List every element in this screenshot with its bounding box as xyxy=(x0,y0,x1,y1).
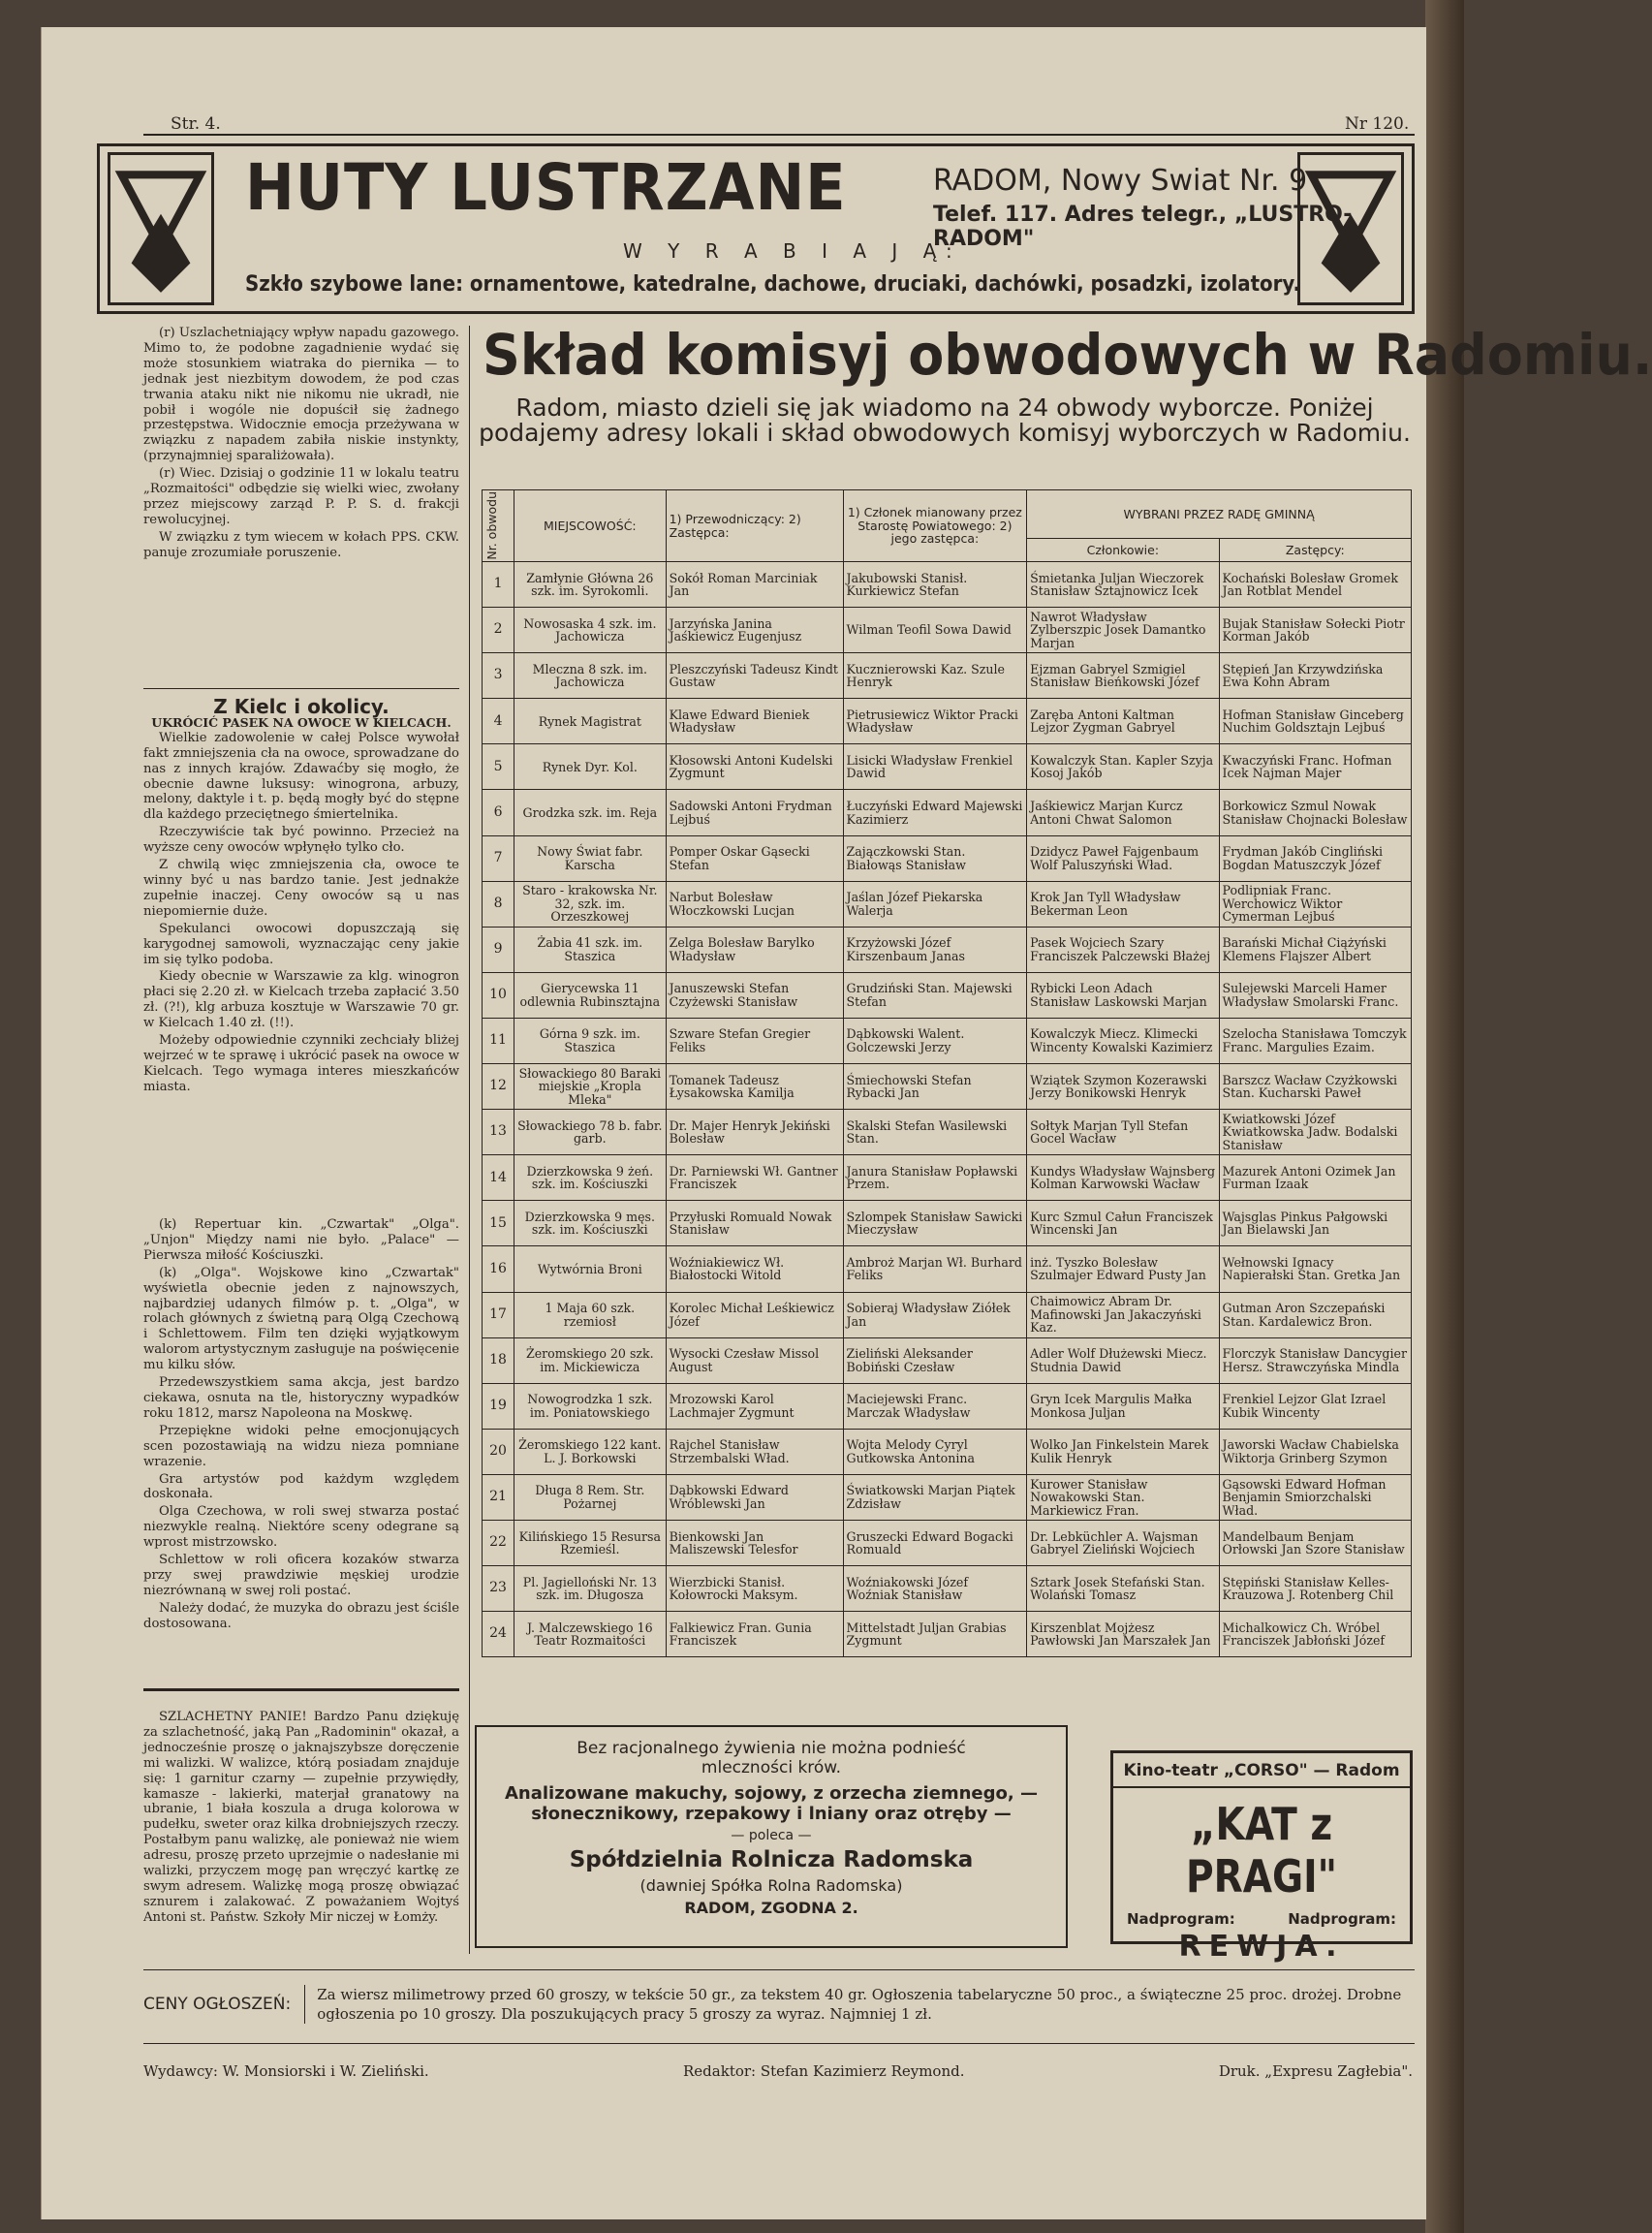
notice-section xyxy=(143,1710,459,1928)
row-location: Staro - krakowska Nr. 32, szk. im. Orzeszkowej xyxy=(514,881,667,927)
row-chair: Narbut Bolesław Włoczkowski Lucjan xyxy=(666,881,843,927)
table-row xyxy=(483,1612,1412,1657)
row-location: Rynek Dyr. Kol. xyxy=(514,744,667,790)
table-row xyxy=(483,1064,1412,1110)
ad-company: Spółdzielnia Rolnicza Radomska xyxy=(569,1847,974,1872)
row-chair: Wierzbicki Stanisł. Kołowrocki Maksym. xyxy=(666,1566,843,1612)
row-deputies: Borkowicz Szmul Nowak Stanisław Chojnacki Bolesław xyxy=(1219,790,1411,835)
row-number: 12 xyxy=(483,1064,514,1110)
row-deputies: Bujak Stanisław Sołecki Piotr Korman Jakób xyxy=(1219,608,1411,653)
row-chair: Kłosowski Antoni Kudelski Zygmunt xyxy=(666,744,843,790)
table-row xyxy=(483,927,1412,972)
cinema-ad xyxy=(1110,1750,1413,1964)
row-deputies: Kochański Bolesław Gromek Jan Rotblat Mendel xyxy=(1219,562,1411,608)
column-header-member: 1) Członek mianowany przez Starostę Powiatowego: 2) jego zastępca: xyxy=(843,490,1027,562)
row-member: Wilman Teofil Sowa Dawid xyxy=(843,608,1027,653)
row-deputies: Frydman Jakób Cingliński Bogdan Matuszczyk Józef xyxy=(1219,835,1411,881)
row-member: Krzyżowski Józef Kirszenbaum Janas xyxy=(843,927,1027,972)
row-number: 6 xyxy=(483,790,514,835)
row-location: Wytwórnia Broni xyxy=(514,1246,667,1292)
row-number: 11 xyxy=(483,1018,514,1063)
row-deputies: Mazurek Antoni Ozimek Jan Furman Izaak xyxy=(1219,1155,1411,1201)
row-location: Rynek Magistrat xyxy=(514,699,667,744)
footer xyxy=(143,2062,1413,2080)
row-chair: Dr. Parniewski Wł. Gantner Franciszek xyxy=(666,1155,843,1201)
table-row xyxy=(483,881,1412,927)
row-chair: Tomanek Tadeusz Łysakowska Kamilja xyxy=(666,1064,843,1110)
ad-line: Analizowane makuchy, sojowy, z orzecha ziemnego, — słonecznikowy, rzepakowy i lniany oraz otręby — xyxy=(505,1783,1038,1824)
row-location: Pl. Jagielloński Nr. 13 szk. im. Długosza xyxy=(514,1566,667,1612)
prices-rule xyxy=(143,1969,1415,1970)
column-header-deputies: Zastępcy: xyxy=(1219,539,1411,562)
row-chair: Sadowski Antoni Frydman Lejbuś xyxy=(666,790,843,835)
row-location: Słowackiego 78 b. fabr. garb. xyxy=(514,1110,667,1155)
row-members: Kurower Stanisław Nowakowski Stan. Markiewicz Fran. xyxy=(1027,1474,1219,1520)
ad-produces: W Y R A B I A J Ą: xyxy=(623,239,962,263)
article-paragraph: Rzeczywiście tak być powinno. Przecież na wyższe ceny owoców wpłynęło tylko cło. xyxy=(143,825,459,856)
film-title: „KAT z PRAGI" xyxy=(1185,1798,1338,1903)
row-deputies: Jaworski Wacław Chabielska Wiktorja Grinberg Szymon xyxy=(1219,1429,1411,1474)
row-number: 7 xyxy=(483,835,514,881)
row-chair: Bienkowski Jan Maliszewski Telesfor xyxy=(666,1520,843,1565)
row-location: Gierycewska 11 odlewnia Rubinsztajna xyxy=(514,972,667,1018)
row-chair: Pleszczyński Tadeusz Kindt Gustaw xyxy=(666,653,843,699)
row-deputies: Kwiatkowski Józef Kwiatkowska Jadw. Bodalski Stanisław xyxy=(1219,1110,1411,1155)
program-label: Nadprogram: xyxy=(1288,1910,1396,1928)
glassworks-ad xyxy=(97,143,1415,314)
row-number: 3 xyxy=(483,653,514,699)
table-row xyxy=(483,1474,1412,1520)
row-number: 23 xyxy=(483,1566,514,1612)
table-row xyxy=(483,1566,1412,1612)
row-location: Żabia 41 szk. im. Staszica xyxy=(514,927,667,972)
row-location: Żeromskiego 122 kant. L. J. Borkowski xyxy=(514,1429,667,1474)
row-chair: Dr. Majer Henryk Jekiński Bolesław xyxy=(666,1110,843,1155)
row-member: Wojta Melody Cyryl Gutkowska Antonina xyxy=(843,1429,1027,1474)
row-member: Zajączkowski Stan. Białowąs Stanisław xyxy=(843,835,1027,881)
row-number: 16 xyxy=(483,1246,514,1292)
ad-line: — poleca — xyxy=(731,1828,812,1843)
footer-rule xyxy=(143,2043,1415,2044)
table-row xyxy=(483,835,1412,881)
article-gas: (r) Uszlachetniający wpływ napadu gazowego. Mimo to, że podobne zagadnienie wydać się może stosunkiem wiatraka do piernika — to jednak jest niezbitym dowodem, że pod czas trwania ataku nikt nie nikomu nie ukradł, nie pobił i wogóle nie dopuścił się żadnego przestępstwa. Widocznie emocja przeżywana w związku z napadem zabiła niskie instynkty, (przynajmniej sparaliżowała). xyxy=(143,326,459,464)
row-member: Śmiechowski Stefan Rybacki Jan xyxy=(843,1064,1027,1110)
section-title: Z Kielc i okolicy. xyxy=(213,695,390,718)
footer-editor: Redaktor: Stefan Kazimierz Reymond. xyxy=(683,2062,965,2080)
article-paragraph: Spekulanci owocowi dopuszczają się karygodnej samowoli, wyznaczając ceny jakie im się tylko podoba. xyxy=(143,921,459,967)
program-label: Nadprogram: xyxy=(1127,1910,1235,1928)
row-member: Jaślan Józef Piekarska Walerja xyxy=(843,881,1027,927)
row-members: Rybicki Leon Adach Stanisław Laskowski Marjan xyxy=(1027,972,1219,1018)
row-deputies: Stępień Jan Krzywdzińska Ewa Kohn Abram xyxy=(1219,653,1411,699)
row-members: Dr. Lebküchler A. Wajsman Gabryel Zieliński Wojciech xyxy=(1027,1520,1219,1565)
row-chair: Falkiewicz Fran. Gunia Franciszek xyxy=(666,1612,843,1657)
row-members: inż. Tyszko Bolesław Szulmajer Edward Pusty Jan xyxy=(1027,1246,1219,1292)
page-subtitle: Radom, miasto dzieli się jak wiadomo na 24 obwody wyborcze. Poniżej podajemy adresy lokali i skład obwodowych komisyj wyborczych w Radomiu. xyxy=(479,393,1411,447)
ad-products: Szkło szybowe lane: ornamentowe, katedralne, dachowe, druciaki, dachówki, posadzki, izolatory. xyxy=(245,272,1301,297)
page-number: Str. 4. xyxy=(171,114,221,134)
row-deputies: Barszcz Wacław Czyżkowski Stan. Kucharski Paweł xyxy=(1219,1064,1411,1110)
row-number: 9 xyxy=(483,927,514,972)
article-pps: W związku z tym wiecem w kołach PPS. CKW. panuje zrozumiałe poruszenie. xyxy=(143,529,459,560)
row-members: Kundys Władysław Wajnsberg Kolman Karwowski Wacław xyxy=(1027,1155,1219,1201)
row-members: Krok Jan Tyll Władysław Bekerman Leon xyxy=(1027,881,1219,927)
article-paragraph: Z chwilą więc zmniejszenia cła, owoce te winny być u nas bardzo tanie. Jest jednakże zupełnie inaczej. Ceny owoców są u nas niepomiernie duże. xyxy=(143,858,459,919)
row-members: Kowalczyk Stan. Kapler Szyja Kosoj Jakób xyxy=(1027,744,1219,790)
ad-line: (dawniej Spółka Rolna Radomska) xyxy=(639,1876,903,1895)
row-number: 18 xyxy=(483,1337,514,1383)
row-number: 20 xyxy=(483,1429,514,1474)
row-members: Wziątek Szymon Kozerawski Jerzy Bonikowski Henryk xyxy=(1027,1064,1219,1110)
row-number: 15 xyxy=(483,1201,514,1246)
cooperative-ad xyxy=(475,1725,1068,1948)
kielce-section xyxy=(143,695,459,1097)
row-member: Gruszecki Edward Bogacki Romuald xyxy=(843,1520,1027,1565)
row-chair: Klawe Edward Bieniek Władysław xyxy=(666,699,843,744)
cinema-paragraph: Należy dodać, że muzyka do obrazu jest ściśle dostosowana. xyxy=(143,1600,459,1631)
table-row xyxy=(483,1155,1412,1201)
row-member: Maciejewski Franc. Marczak Władysław xyxy=(843,1383,1027,1429)
table-row xyxy=(483,1110,1412,1155)
column-header-nr: Nr. obwodu xyxy=(483,490,514,562)
column-header-location: MIEJSCOWOŚĆ: xyxy=(514,490,667,562)
table-row xyxy=(483,1337,1412,1383)
table-row xyxy=(483,972,1412,1018)
row-location: Górna 9 szk. im. Staszica xyxy=(514,1018,667,1063)
column-header-members: Członkowie: xyxy=(1027,539,1219,562)
row-location: Dzierzkowska 9 żeń. szk. im. Kościuszki xyxy=(514,1155,667,1201)
ad-line: Bez racjonalnego żywienia nie można podnieść mleczności krów. xyxy=(577,1739,966,1777)
row-location: Nowy Świat fabr. Karscha xyxy=(514,835,667,881)
row-members: Śmietanka Juljan Wieczorek Stanisław Sztajnowicz Icek xyxy=(1027,562,1219,608)
row-deputies: Florczyk Stanisław Dancygier Hersz. Strawczyńska Mindla xyxy=(1219,1337,1411,1383)
row-deputies: Hofman Stanisław Ginceberg Nuchim Goldsztajn Lejbuś xyxy=(1219,699,1411,744)
row-number: 19 xyxy=(483,1383,514,1429)
row-members: Sołtyk Marjan Tyll Stefan Gocel Wacław xyxy=(1027,1110,1219,1155)
row-number: 13 xyxy=(483,1110,514,1155)
row-members: Kirszenblat Mojżesz Pawłowski Jan Marszałek Jan xyxy=(1027,1612,1219,1657)
row-number: 10 xyxy=(483,972,514,1018)
column-rule xyxy=(143,1688,459,1691)
table-row xyxy=(483,790,1412,835)
prices-label: CENY OGŁOSZEŃ: xyxy=(143,1995,292,2014)
ad-prices xyxy=(143,1985,1413,2024)
row-member: Pietrusiewicz Wiktor Pracki Władysław xyxy=(843,699,1027,744)
row-location: Długa 8 Rem. Str. Pożarnej xyxy=(514,1474,667,1520)
row-chair: Zelga Bolesław Barylko Władysław xyxy=(666,927,843,972)
ad-address: RADOM, Nowy Swiat Nr. 9 xyxy=(933,164,1308,198)
table-row xyxy=(483,744,1412,790)
glassworks-logo-icon xyxy=(108,152,214,305)
table-row xyxy=(483,1018,1412,1063)
article-paragraph: Kiedy obecnie w Warszawie za klg. winogron płaci się 2.20 zł. w Kielcach trzeba zapłacić 3.50 zł. (?!), klg arbuza kosztuje w Warszawie 70 gr. w Kielcach 1.40 zł. (!!). xyxy=(143,969,459,1031)
row-members: Gryn Icek Margulis Małka Monkosa Juljan xyxy=(1027,1383,1219,1429)
row-member: Grudziński Stan. Majewski Stefan xyxy=(843,972,1027,1018)
footer-printer: Druk. „Expresu Zagłebia". xyxy=(1218,2062,1413,2080)
row-deputies: Frenkiel Lejzor Glat Izrael Kubik Wincenty xyxy=(1219,1383,1411,1429)
row-member: Zieliński Aleksander Bobiński Czesław xyxy=(843,1337,1027,1383)
column-divider xyxy=(469,326,470,1954)
row-chair: Sokół Roman Marciniak Jan xyxy=(666,562,843,608)
row-member: Ambroż Marjan Wł. Burhard Feliks xyxy=(843,1246,1027,1292)
cinema-paragraph: Przedewszystkiem sama akcja, jest bardzo ciekawa, osnuta na tle, historyczny wypadków roku 1812, marsz Napoleona na Moskwę. xyxy=(143,1375,459,1421)
table-row xyxy=(483,1429,1412,1474)
row-members: Kowalczyk Miecz. Klimecki Wincenty Kowalski Kazimierz xyxy=(1027,1018,1219,1063)
row-member: Światkowski Marjan Piątek Zdzisław xyxy=(843,1474,1027,1520)
row-member: Lisicki Władysław Frenkiel Dawid xyxy=(843,744,1027,790)
row-deputies: Gutman Aron Szczepański Stan. Kardalewicz Bron. xyxy=(1219,1292,1411,1337)
footer-publisher: Wydawcy: W. Monsiorski i W. Zieliński. xyxy=(143,2062,429,2080)
row-location: Mleczna 8 szk. im. Jachowicza xyxy=(514,653,667,699)
cinema-paragraph: Schlettow w roli oficera kozaków stwarza przy swej prawdziwie męskiej urodzie niezrównaną w swej roli postać. xyxy=(143,1553,459,1598)
left-column-top xyxy=(143,326,459,563)
row-number: 5 xyxy=(483,744,514,790)
row-members: Chaimowicz Abram Dr. Mafinowski Jan Jakaczyński Kaz. xyxy=(1027,1292,1219,1337)
row-number: 17 xyxy=(483,1292,514,1337)
row-chair: Rajchel Stanisław Strzembalski Wład. xyxy=(666,1429,843,1474)
ad-title: HUTY LUSTRZANE xyxy=(245,150,847,225)
commissions-table xyxy=(482,489,1412,1657)
row-chair: Przyłuski Romuald Nowak Stanisław xyxy=(666,1201,843,1246)
row-chair: Pomper Oskar Gąsecki Stefan xyxy=(666,835,843,881)
row-members: Adler Wolf Dłużewski Miecz. Studnia Dawid xyxy=(1027,1337,1219,1383)
row-number: 1 xyxy=(483,562,514,608)
row-members: Ejzman Gabryel Szmigiel Stanisław Bieńkowski Józef xyxy=(1027,653,1219,699)
row-number: 8 xyxy=(483,881,514,927)
notice-paragraph: SZLACHETNY PANIE! Bardzo Panu dziękuję za szlachetność, jaką Pan „Radominin" okazał, a jednocześnie proszę o jaknajszybsze doręczenie mi walizki. W walizce, którą posiadam znajduje się: 1 garnitur czarny — zupełnie przywiędły, kamasze - lakierki, materjał granatowy na ubranie, 1 biała koszula a druga kolorowa w pudełku, sweter oraz kilka drobniejszych rzeczy. Postałbym panu walizkę, ale ponieważ nie wiem adresu, proszę przeto uprzejmie o nadesłanie mi walizki, przyczem mogę pan wręczyć kartkę ze swym adresem. Walizkę mogą proszę obwiązać sznurem i zalakować. Z poważaniem Wojtyś Antoni st. Państw. Szkoły Mir niczej w Łomży. xyxy=(143,1710,459,1925)
column-header-council: WYBRANI PRZEZ RADĘ GMINNĄ xyxy=(1027,490,1412,539)
ad-address: RADOM, ZGODNA 2. xyxy=(684,1899,858,1917)
revue-label: REWJA. xyxy=(1178,1930,1345,1964)
row-members: Nawrot Władysław Zylberszpic Josek Damantko Marjan xyxy=(1027,608,1219,653)
row-member: Kucznierowski Kaz. Szule Henryk xyxy=(843,653,1027,699)
row-members: Pasek Wojciech Szary Franciszek Palczewski Błażej xyxy=(1027,927,1219,972)
prices-text: Za wiersz milimetrowy przed 60 groszy, w tekście 50 gr., za tekstem 40 gr. Ogłoszenia tabelaryczne 50 proc., a świąteczne 25 proc. drożej. Drobne ogłoszenia po 10 groszy. Dla poszukujących pracy 5 groszy za wyraz. Najmniej 1 zł. xyxy=(304,1985,1413,2024)
article-paragraph: Wielkie zadowolenie w całej Polsce wywołał fakt zmniejszenia cła na owoce, sprowadzane do nas z innych krajów. Zdawaćby się mogło, że obecnie dawne luksusy: winogrona, arbuzy, melony, daktyle i t. p. będą mogły być do stępne dla każdego przeciętnego śmiertelnika. xyxy=(143,730,459,823)
row-number: 4 xyxy=(483,699,514,744)
article-heading: UKRÓCIĆ PASEK NA OWOCE W KIELCACH. xyxy=(151,714,452,730)
row-chair: Dąbkowski Edward Wróblewski Jan xyxy=(666,1474,843,1520)
row-location: Nowosaska 4 szk. im. Jachowicza xyxy=(514,608,667,653)
row-number: 24 xyxy=(483,1612,514,1657)
ad-telegraph: Telef. 117. Adres telegr., „LUSTRO-RADOM" xyxy=(933,203,1353,251)
row-member: Łuczyński Edward Majewski Kazimierz xyxy=(843,790,1027,835)
row-chair: Woźniakiewicz Wł. Białostocki Witold xyxy=(666,1246,843,1292)
row-deputies: Podlipniak Franc. Werchowicz Wiktor Cymerman Lejbuś xyxy=(1219,881,1411,927)
row-number: 14 xyxy=(483,1155,514,1201)
row-chair: Januszewski Stefan Czyżewski Stanisław xyxy=(666,972,843,1018)
page-title: Skład komisyj obwodowych w Radomiu. xyxy=(483,322,1652,388)
table-row xyxy=(483,1201,1412,1246)
cinema-paragraph: Olga Czechowa, w roli swej stwarza postać niezwykle realną. Niektóre sceny odegrane są wprost mistrzowsko. xyxy=(143,1504,459,1551)
cinema-paragraph: Przepiękne widoki pełne emocjonujących scen pozostawiają na widzu nieza pomniane wrazenie. xyxy=(143,1423,459,1469)
row-deputies: Szelocha Stanisława Tomczyk Franc. Margulies Ezaim. xyxy=(1219,1018,1411,1063)
row-location: Grodzka szk. im. Reja xyxy=(514,790,667,835)
row-chair: Mrozowski Karol Lachmajer Zygmunt xyxy=(666,1383,843,1429)
table-row xyxy=(483,1292,1412,1337)
table-row xyxy=(483,1520,1412,1565)
row-deputies: Mandelbaum Benjam Orłowski Jan Szore Stanisław xyxy=(1219,1520,1411,1565)
row-deputies: Gąsowski Edward Hofman Benjamin Smiorzchalski Wład. xyxy=(1219,1474,1411,1520)
issue-number: Nr 120. xyxy=(1345,114,1410,134)
row-location: J. Malczewskiego 16 Teatr Rozmaitości xyxy=(514,1612,667,1657)
article-paragraph: Możeby odpowiednie czynniki zechciały bliżej wejrzeć w te sprawę i ukrócić pasek na owoce w Kielcach. Tego wymaga interes mieszkańców miasta. xyxy=(143,1033,459,1094)
table-row xyxy=(483,1246,1412,1292)
row-member: Jakubowski Stanisł. Kurkiewicz Stefan xyxy=(843,562,1027,608)
column-rule xyxy=(143,688,459,689)
row-members: Jaśkiewicz Marjan Kurcz Antoni Chwat Salomon xyxy=(1027,790,1219,835)
row-number: 2 xyxy=(483,608,514,653)
cinema-section xyxy=(143,1217,459,1634)
row-location: Nowogrodzka 1 szk. im. Poniatowskiego xyxy=(514,1383,667,1429)
row-deputies: Sulejewski Marceli Hamer Władysław Smolarski Franc. xyxy=(1219,972,1411,1018)
row-chair: Jarzyńska Janina Jaśkiewicz Eugenjusz xyxy=(666,608,843,653)
row-location: Żeromskiego 20 szk. im. Mickiewicza xyxy=(514,1337,667,1383)
row-location: 1 Maja 60 szk. rzemiosł xyxy=(514,1292,667,1337)
row-member: Woźniakowski Józef Woźniak Stanisław xyxy=(843,1566,1027,1612)
row-member: Mittelstadt Juljan Grabias Zygmunt xyxy=(843,1612,1027,1657)
row-member: Sobieraj Władysław Ziółek Jan xyxy=(843,1292,1027,1337)
row-location: Zamłynie Główna 26 szk. im. Syrokomli. xyxy=(514,562,667,608)
row-deputies: Wełnowski Ignacy Napierałski Stan. Gretka Jan xyxy=(1219,1246,1411,1292)
row-members: Kurc Szmul Całun Franciszek Wincenski Jan xyxy=(1027,1201,1219,1246)
row-members: Wolko Jan Finkelstein Marek Kulik Henryk xyxy=(1027,1429,1219,1474)
row-number: 22 xyxy=(483,1520,514,1565)
row-location: Dzierzkowska 9 męs. szk. im. Kościuszki xyxy=(514,1201,667,1246)
cinema-paragraph: (k) Repertuar kin. „Czwartak" „Olga". „Unjon" Między nami nie było. „Palace" — Pierwsza miłość Kościuszki. xyxy=(143,1217,459,1263)
row-chair: Wysocki Czesław Missol August xyxy=(666,1337,843,1383)
row-chair: Szware Stefan Gregier Feliks xyxy=(666,1018,843,1063)
table-row xyxy=(483,608,1412,653)
row-member: Janura Stanisław Popławski Przem. xyxy=(843,1155,1027,1201)
cinema-paragraph: Gra artystów pod każdym względem doskonała. xyxy=(143,1471,459,1502)
column-header-chair: 1) Przewodniczący: 2) Zastępca: xyxy=(666,490,843,562)
row-members: Sztark Josek Stefański Stan. Wolański Tomasz xyxy=(1027,1566,1219,1612)
header-rule xyxy=(143,134,1415,136)
table-row xyxy=(483,562,1412,608)
article-rally: (r) Wiec. Dzisiaj o godzinie 11 w lokalu teatru „Rozmaitości" odbędzie się wielki wiec, zwołany przez miejscowy zarząd P. P. S. d. frakcji rewolucyjnej. xyxy=(143,466,459,527)
row-member: Skalski Stefan Wasilewski Stan. xyxy=(843,1110,1027,1155)
row-deputies: Barański Michał Ciążyński Klemens Flajszer Albert xyxy=(1219,927,1411,972)
table-row xyxy=(483,699,1412,744)
row-deputies: Michalkowicz Ch. Wróbel Franciszek Jabłoński Józef xyxy=(1219,1612,1411,1657)
row-location: Słowackiego 80 Baraki miejskie „Kropla Mleka" xyxy=(514,1064,667,1110)
table-row xyxy=(483,653,1412,699)
row-members: Dzidycz Paweł Fajgenbaum Wolf Paluszyński Wład. xyxy=(1027,835,1219,881)
row-location: Kilińskiego 15 Resursa Rzemieśl. xyxy=(514,1520,667,1565)
cinema-paragraph: (k) „Olga". Wojskowe kino „Czwartak" wyświetla obecnie jeden z najnowszych, najbardziej udanych filmów p. t. „Olga", w rolach głównych z świetną parą Olgą Czechową i Schlettowem. Film ten dzięki wyjątkowym walorom artystycznym zasługuje na poświęcenie mu kilku słów. xyxy=(143,1265,459,1373)
row-deputies: Wajsglas Pinkus Pałgowski Jan Bielawski Jan xyxy=(1219,1201,1411,1246)
row-chair: Korolec Michał Leśkiewicz Józef xyxy=(666,1292,843,1337)
table-row xyxy=(483,1383,1412,1429)
row-member: Szlompek Stanisław Sawicki Mieczysław xyxy=(843,1201,1027,1246)
row-deputies: Kwaczyński Franc. Hofman Icek Najman Majer xyxy=(1219,744,1411,790)
row-members: Zaręba Antoni Kaltman Lejzor Zygman Gabryel xyxy=(1027,699,1219,744)
row-deputies: Stępiński Stanisław Kelles-Krauzowa J. Rotenberg Chil xyxy=(1219,1566,1411,1612)
cinema-name: Kino-teatr „CORSO" — Radom xyxy=(1113,1761,1410,1788)
row-member: Dąbkowski Walent. Golczewski Jerzy xyxy=(843,1018,1027,1063)
row-number: 21 xyxy=(483,1474,514,1520)
